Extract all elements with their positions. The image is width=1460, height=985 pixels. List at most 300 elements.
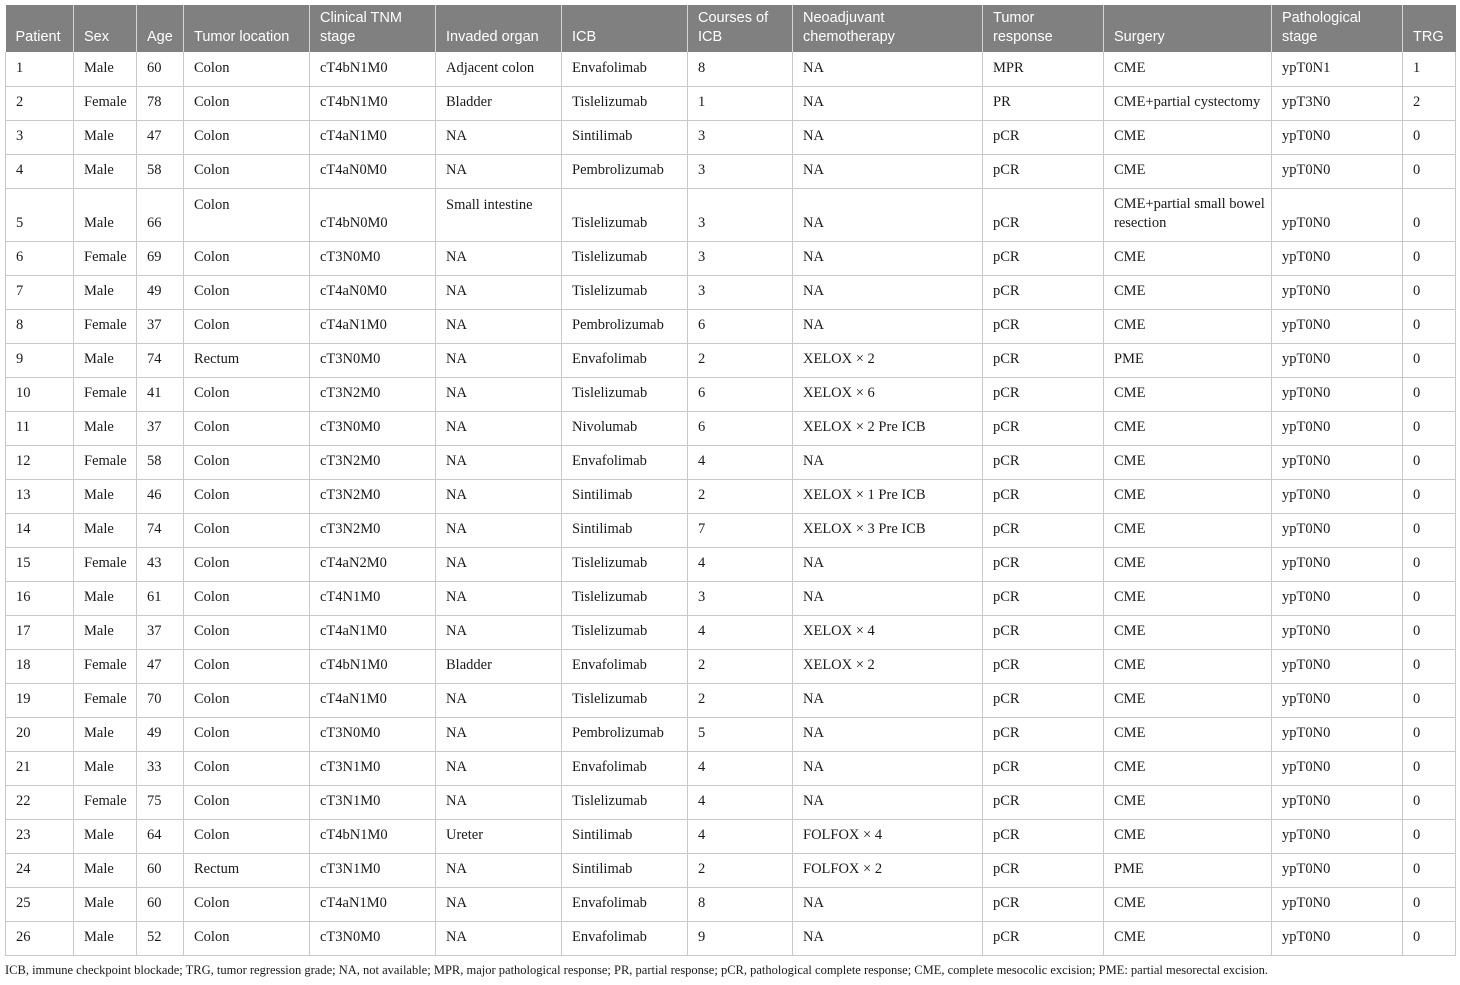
table-cell: Pembrolizumab [562, 717, 688, 751]
table-cell: Envafolimab [562, 52, 688, 86]
table-cell: Pembrolizumab [562, 154, 688, 188]
table-cell: Male [74, 819, 137, 853]
table-cell: ypT0N0 [1272, 887, 1403, 921]
table-cell: 8 [688, 887, 793, 921]
table-cell: Colon [184, 615, 310, 649]
table-cell: 0 [1403, 581, 1456, 615]
table-cell: 1 [1403, 52, 1456, 86]
table-cell: Colon [184, 86, 310, 120]
table-cell: ypT0N0 [1272, 241, 1403, 275]
column-header: Courses of ICB [688, 5, 793, 52]
table-cell: XELOX × 3 Pre ICB [793, 513, 983, 547]
column-header: Surgery [1104, 5, 1272, 52]
table-row [6, 52, 1456, 86]
table-cell: NA [436, 343, 562, 377]
table-row [6, 921, 1456, 955]
column-header: TRG [1403, 5, 1456, 52]
table-cell: Colon [184, 411, 310, 445]
table-cell: ypT3N0 [1272, 86, 1403, 120]
table-cell: 33 [137, 751, 184, 785]
table-cell: Colon [184, 479, 310, 513]
table-cell: 23 [6, 819, 74, 853]
table-cell: 75 [137, 785, 184, 819]
table-cell: NA [436, 445, 562, 479]
table-cell: Tislelizumab [562, 615, 688, 649]
table-cell: pCR [983, 547, 1104, 581]
table-row [6, 785, 1456, 819]
table-row [6, 547, 1456, 581]
table-cell: NA [436, 120, 562, 154]
table-cell: Sintilimab [562, 479, 688, 513]
table-cell: Colon [184, 445, 310, 479]
column-header: Age [137, 5, 184, 52]
table-cell: NA [436, 479, 562, 513]
table-cell: 4 [6, 154, 74, 188]
table-cell: NA [436, 411, 562, 445]
table-cell: 0 [1403, 479, 1456, 513]
table-cell: Female [74, 309, 137, 343]
table-cell: ypT0N0 [1272, 683, 1403, 717]
table-cell: Female [74, 785, 137, 819]
table-cell: 4 [688, 785, 793, 819]
table-cell: 0 [1403, 411, 1456, 445]
table-cell: NA [793, 785, 983, 819]
table-cell: Tislelizumab [562, 188, 688, 241]
column-header: Sex [74, 5, 137, 52]
table-cell: CME [1104, 120, 1272, 154]
table-cell: Tislelizumab [562, 275, 688, 309]
table-cell: Nivolumab [562, 411, 688, 445]
table-cell: NA [793, 751, 983, 785]
table-cell: 26 [6, 921, 74, 955]
table-cell: 60 [137, 853, 184, 887]
table-cell: cT3N0M0 [310, 411, 436, 445]
table-cell: pCR [983, 188, 1104, 241]
table-cell: CME+partial cystectomy [1104, 86, 1272, 120]
table-row [6, 309, 1456, 343]
table-cell: 60 [137, 52, 184, 86]
table-cell: pCR [983, 411, 1104, 445]
table-cell: Colon [184, 649, 310, 683]
table-cell: 17 [6, 615, 74, 649]
table-cell: Female [74, 445, 137, 479]
table-cell: NA [793, 717, 983, 751]
table-row [6, 581, 1456, 615]
table-row [6, 120, 1456, 154]
table-cell: 14 [6, 513, 74, 547]
table-cell: 0 [1403, 377, 1456, 411]
table-container [5, 5, 1455, 978]
table-cell: Envafolimab [562, 445, 688, 479]
table-cell: 74 [137, 343, 184, 377]
table-cell: Colon [184, 581, 310, 615]
table-cell: Female [74, 649, 137, 683]
table-cell: 0 [1403, 513, 1456, 547]
table-cell: 3 [688, 581, 793, 615]
table-cell: Male [74, 479, 137, 513]
table-cell: ypT0N0 [1272, 309, 1403, 343]
column-header: Neoadjuvant chemotherapy [793, 5, 983, 52]
table-cell: XELOX × 2 [793, 343, 983, 377]
table-cell: 6 [688, 309, 793, 343]
table-cell: NA [793, 581, 983, 615]
table-cell: Sintilimab [562, 120, 688, 154]
table-cell: Male [74, 581, 137, 615]
table-cell: 8 [6, 309, 74, 343]
table-cell: pCR [983, 309, 1104, 343]
table-cell: Rectum [184, 853, 310, 887]
table-cell: pCR [983, 887, 1104, 921]
table-cell: MPR [983, 52, 1104, 86]
table-cell: Female [74, 547, 137, 581]
table-cell: cT4aN1M0 [310, 615, 436, 649]
table-cell: 6 [688, 377, 793, 411]
table-cell: ypT0N0 [1272, 188, 1403, 241]
table-cell: NA [793, 445, 983, 479]
table-cell: 9 [6, 343, 74, 377]
table-cell: 0 [1403, 785, 1456, 819]
table-cell: Colon [184, 241, 310, 275]
table-cell: NA [436, 547, 562, 581]
table-cell: 74 [137, 513, 184, 547]
table-cell: Colon [184, 819, 310, 853]
table-cell: 10 [6, 377, 74, 411]
table-cell: cT3N2M0 [310, 445, 436, 479]
table-cell: ypT0N0 [1272, 154, 1403, 188]
table-cell: Colon [184, 188, 310, 241]
table-cell: FOLFOX × 2 [793, 853, 983, 887]
table-cell: Male [74, 154, 137, 188]
table-cell: cT4aN2M0 [310, 547, 436, 581]
table-cell: NA [793, 547, 983, 581]
table-cell: 0 [1403, 819, 1456, 853]
table-cell: 0 [1403, 751, 1456, 785]
table-cell: 11 [6, 411, 74, 445]
table-row [6, 154, 1456, 188]
table-cell: 20 [6, 717, 74, 751]
table-cell: ypT0N0 [1272, 343, 1403, 377]
table-cell: 0 [1403, 683, 1456, 717]
table-cell: Envafolimab [562, 751, 688, 785]
table-cell: 5 [6, 188, 74, 241]
table-cell: pCR [983, 819, 1104, 853]
table-cell: NA [436, 683, 562, 717]
table-cell: 4 [688, 615, 793, 649]
table-cell: ypT0N0 [1272, 120, 1403, 154]
table-cell: 1 [688, 86, 793, 120]
table-cell: 19 [6, 683, 74, 717]
column-header: Patient [6, 5, 74, 52]
table-cell: NA [436, 615, 562, 649]
table-cell: NA [793, 86, 983, 120]
table-cell: CME [1104, 581, 1272, 615]
table-cell: 8 [688, 52, 793, 86]
table-cell: Colon [184, 887, 310, 921]
table-cell: 0 [1403, 615, 1456, 649]
table-cell: 64 [137, 819, 184, 853]
table-cell: NA [436, 513, 562, 547]
table-row [6, 853, 1456, 887]
table-cell: CME [1104, 241, 1272, 275]
table-cell: CME [1104, 683, 1272, 717]
table-row [6, 683, 1456, 717]
column-header: ICB [562, 5, 688, 52]
table-cell: NA [436, 921, 562, 955]
table-cell: PME [1104, 343, 1272, 377]
table-cell: pCR [983, 921, 1104, 955]
table-cell: 2 [688, 853, 793, 887]
table-cell: 4 [688, 819, 793, 853]
table-cell: 0 [1403, 921, 1456, 955]
table-cell: Male [74, 513, 137, 547]
table-cell: cT3N0M0 [310, 921, 436, 955]
table-cell: pCR [983, 479, 1104, 513]
table-cell: 4 [688, 547, 793, 581]
table-row [6, 479, 1456, 513]
table-cell: 61 [137, 581, 184, 615]
table-cell: Colon [184, 513, 310, 547]
table-cell: CME [1104, 887, 1272, 921]
table-cell: Colon [184, 377, 310, 411]
table-cell: NA [436, 853, 562, 887]
table-cell: NA [793, 887, 983, 921]
table-cell: ypT0N0 [1272, 513, 1403, 547]
table-cell: CME [1104, 52, 1272, 86]
table-cell: pCR [983, 241, 1104, 275]
table-cell: NA [793, 154, 983, 188]
table-row [6, 649, 1456, 683]
table-cell: CME [1104, 785, 1272, 819]
table-cell: Envafolimab [562, 649, 688, 683]
table-cell: cT3N1M0 [310, 785, 436, 819]
table-cell: 2 [6, 86, 74, 120]
table-cell: Adjacent colon [436, 52, 562, 86]
table-cell: Sintilimab [562, 853, 688, 887]
table-cell: 37 [137, 615, 184, 649]
table-cell: 3 [688, 120, 793, 154]
table-cell: CME [1104, 445, 1272, 479]
table-cell: 49 [137, 717, 184, 751]
table-cell: 15 [6, 547, 74, 581]
table-cell: pCR [983, 717, 1104, 751]
table-cell: NA [793, 921, 983, 955]
table-cell: CME [1104, 275, 1272, 309]
table-cell: 41 [137, 377, 184, 411]
table-cell: 46 [137, 479, 184, 513]
table-cell: Tislelizumab [562, 547, 688, 581]
table-row [6, 513, 1456, 547]
table-cell: ypT0N0 [1272, 445, 1403, 479]
table-cell: PME [1104, 853, 1272, 887]
table-cell: 37 [137, 411, 184, 445]
table-cell: CME [1104, 377, 1272, 411]
table-cell: Male [74, 52, 137, 86]
table-cell: pCR [983, 513, 1104, 547]
table-cell: Tislelizumab [562, 86, 688, 120]
table-cell: pCR [983, 154, 1104, 188]
table-cell: 22 [6, 785, 74, 819]
table-cell: NA [436, 241, 562, 275]
table-cell: XELOX × 2 [793, 649, 983, 683]
table-row [6, 717, 1456, 751]
table-cell: cT3N1M0 [310, 853, 436, 887]
table-cell: cT3N0M0 [310, 241, 436, 275]
table-cell: 0 [1403, 649, 1456, 683]
table-cell: Male [74, 120, 137, 154]
table-cell: CME [1104, 479, 1272, 513]
table-cell: cT4bN1M0 [310, 86, 436, 120]
table-cell: pCR [983, 120, 1104, 154]
table-cell: Female [74, 241, 137, 275]
table-cell: Male [74, 887, 137, 921]
table-cell: ypT0N0 [1272, 547, 1403, 581]
table-cell: cT3N2M0 [310, 479, 436, 513]
table-cell: 12 [6, 445, 74, 479]
table-cell: pCR [983, 377, 1104, 411]
table-cell: CME [1104, 547, 1272, 581]
table-cell: 2 [1403, 86, 1456, 120]
table-row [6, 241, 1456, 275]
table-row [6, 343, 1456, 377]
table-cell: 1 [6, 52, 74, 86]
table-cell: 7 [6, 275, 74, 309]
table-cell: cT3N1M0 [310, 751, 436, 785]
table-cell: 4 [688, 445, 793, 479]
column-header: Pathological stage [1272, 5, 1403, 52]
table-cell: CME [1104, 751, 1272, 785]
table-cell: ypT0N1 [1272, 52, 1403, 86]
table-cell: 37 [137, 309, 184, 343]
table-cell: Colon [184, 683, 310, 717]
table-cell: Male [74, 921, 137, 955]
table-cell: Female [74, 86, 137, 120]
table-cell: cT4aN1M0 [310, 887, 436, 921]
table-cell: cT4aN0M0 [310, 275, 436, 309]
table-cell: cT4bN1M0 [310, 819, 436, 853]
table-cell: NA [436, 751, 562, 785]
table-cell: pCR [983, 581, 1104, 615]
table-cell: CME [1104, 513, 1272, 547]
table-cell: 0 [1403, 275, 1456, 309]
table-cell: CME [1104, 154, 1272, 188]
table-cell: cT4aN0M0 [310, 154, 436, 188]
table-cell: 0 [1403, 120, 1456, 154]
table-cell: cT4N1M0 [310, 581, 436, 615]
table-cell: ypT0N0 [1272, 479, 1403, 513]
table-cell: CME [1104, 921, 1272, 955]
table-cell: Envafolimab [562, 343, 688, 377]
table-cell: pCR [983, 615, 1104, 649]
table-cell: 70 [137, 683, 184, 717]
table-cell: 3 [688, 188, 793, 241]
table-cell: CME [1104, 615, 1272, 649]
table-cell: Pembrolizumab [562, 309, 688, 343]
table-cell: Male [74, 615, 137, 649]
table-cell: Ureter [436, 819, 562, 853]
table-cell: 3 [6, 120, 74, 154]
table-cell: 43 [137, 547, 184, 581]
table-cell: NA [436, 717, 562, 751]
table-cell: 66 [137, 188, 184, 241]
table-cell: ypT0N0 [1272, 819, 1403, 853]
table-row [6, 615, 1456, 649]
table-cell: 24 [6, 853, 74, 887]
table-cell: NA [793, 120, 983, 154]
table-cell: 52 [137, 921, 184, 955]
table-cell: cT4aN1M0 [310, 309, 436, 343]
table-cell: XELOX × 2 Pre ICB [793, 411, 983, 445]
table-cell: pCR [983, 751, 1104, 785]
table-cell: 47 [137, 120, 184, 154]
table-cell: 2 [688, 343, 793, 377]
table-cell: Envafolimab [562, 887, 688, 921]
table-cell: NA [793, 241, 983, 275]
table-cell: ypT0N0 [1272, 785, 1403, 819]
table-cell: Colon [184, 275, 310, 309]
table-cell: ypT0N0 [1272, 921, 1403, 955]
table-cell: 3 [688, 154, 793, 188]
table-cell: PR [983, 86, 1104, 120]
table-cell: ypT0N0 [1272, 377, 1403, 411]
patient-table [5, 5, 1456, 956]
table-cell: ypT0N0 [1272, 853, 1403, 887]
table-row [6, 275, 1456, 309]
table-cell: 4 [688, 751, 793, 785]
table-cell: 2 [688, 683, 793, 717]
table-cell: NA [793, 275, 983, 309]
table-cell: 58 [137, 445, 184, 479]
table-cell: Bladder [436, 649, 562, 683]
column-header: Tumor response [983, 5, 1104, 52]
table-cell: 2 [688, 649, 793, 683]
table-cell: pCR [983, 683, 1104, 717]
table-cell: XELOX × 1 Pre ICB [793, 479, 983, 513]
table-cell: Tislelizumab [562, 581, 688, 615]
table-cell: Colon [184, 52, 310, 86]
table-cell: cT3N0M0 [310, 717, 436, 751]
table-cell: 0 [1403, 188, 1456, 241]
table-row [6, 887, 1456, 921]
table-cell: 0 [1403, 445, 1456, 479]
table-cell: FOLFOX × 4 [793, 819, 983, 853]
table-cell: 78 [137, 86, 184, 120]
table-cell: NA [793, 309, 983, 343]
table-cell: ypT0N0 [1272, 275, 1403, 309]
table-cell: Male [74, 275, 137, 309]
table-cell: Tislelizumab [562, 785, 688, 819]
table-cell: NA [436, 887, 562, 921]
column-header: Tumor location [184, 5, 310, 52]
table-row [6, 377, 1456, 411]
table-cell: 5 [688, 717, 793, 751]
table-cell: 0 [1403, 887, 1456, 921]
table-cell: 13 [6, 479, 74, 513]
table-cell: ypT0N0 [1272, 751, 1403, 785]
table-cell: 49 [137, 275, 184, 309]
table-cell: Tislelizumab [562, 241, 688, 275]
table-cell: NA [436, 785, 562, 819]
table-cell: 21 [6, 751, 74, 785]
table-cell: cT4aN1M0 [310, 683, 436, 717]
table-cell: cT4bN0M0 [310, 188, 436, 241]
table-cell: Small intestine [436, 188, 562, 241]
table-cell: NA [793, 52, 983, 86]
table-row [6, 445, 1456, 479]
table-cell: pCR [983, 275, 1104, 309]
table-cell: Female [74, 683, 137, 717]
table-cell: Tislelizumab [562, 377, 688, 411]
table-cell: CME [1104, 819, 1272, 853]
